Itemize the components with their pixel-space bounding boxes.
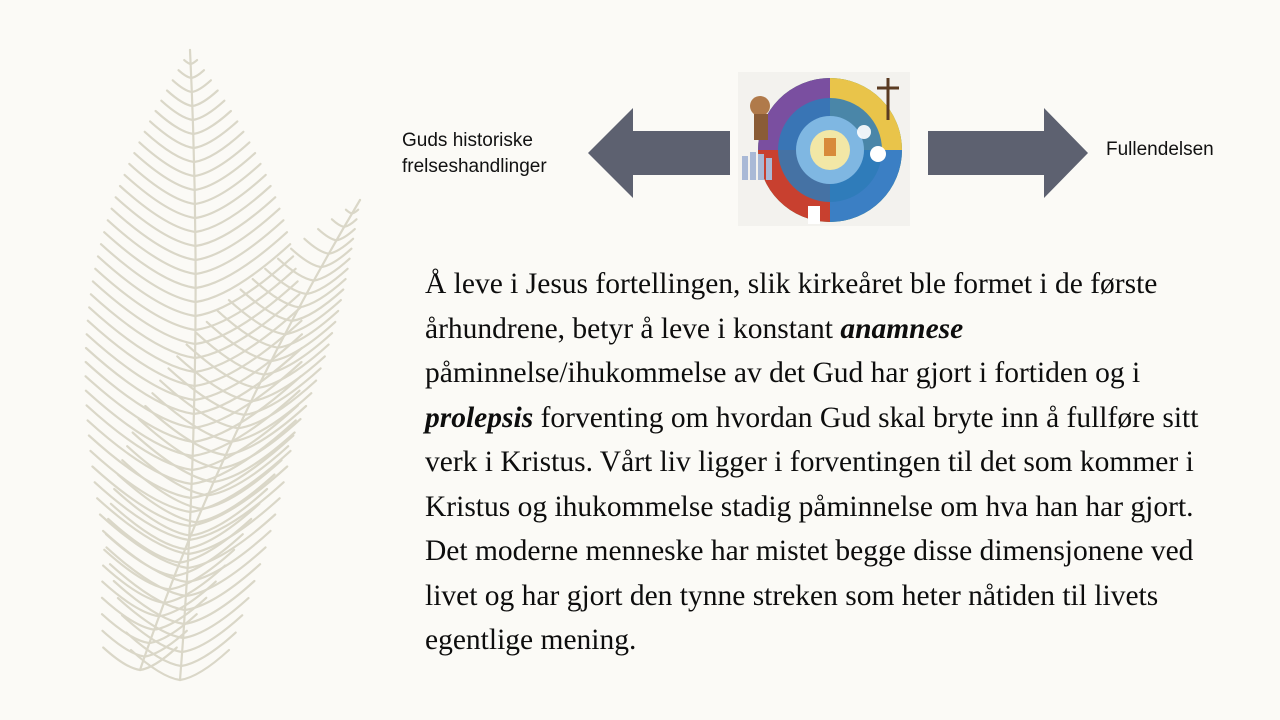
historical-acts-label-line1: Guds historiske [402, 130, 533, 151]
arrow-left-icon [588, 108, 730, 198]
historical-acts-label [402, 128, 592, 180]
historical-acts-label-line2: frelseshandlinger [402, 156, 547, 177]
main-paragraph [425, 262, 1240, 663]
term-anamnese: anamnese [840, 312, 964, 345]
term-prolepsis: prolepsis [425, 401, 534, 434]
paragraph-part3: forventing om hvordan Gud skal bryte inn å fullføre sitt verk i Kristus. Vårt liv ligger i forventingen til det som kommer i Kristus og ihukommelse stadig påminnelse om hva han har gjort. Det moderne menneske har mistet begge disse dimensjonene ved livet og har gjort den tynne streken som heter nåtiden til livets egentlige mening. [425, 401, 1199, 656]
paragraph-part2: påminnelse/ihukommelse av det Gud har gjort i fortiden og i [425, 357, 1141, 389]
paragraph-part1: Å leve i Jesus fortellingen, slik kirkeåret ble formet i de første århundrene, betyr å leve i konstant [425, 268, 1158, 345]
feather-icon [30, 30, 430, 700]
church-year-circle-artwork [738, 72, 910, 226]
arrow-right-icon [928, 108, 1088, 198]
fulfillment-label: Fullendelsen [1106, 139, 1214, 160]
